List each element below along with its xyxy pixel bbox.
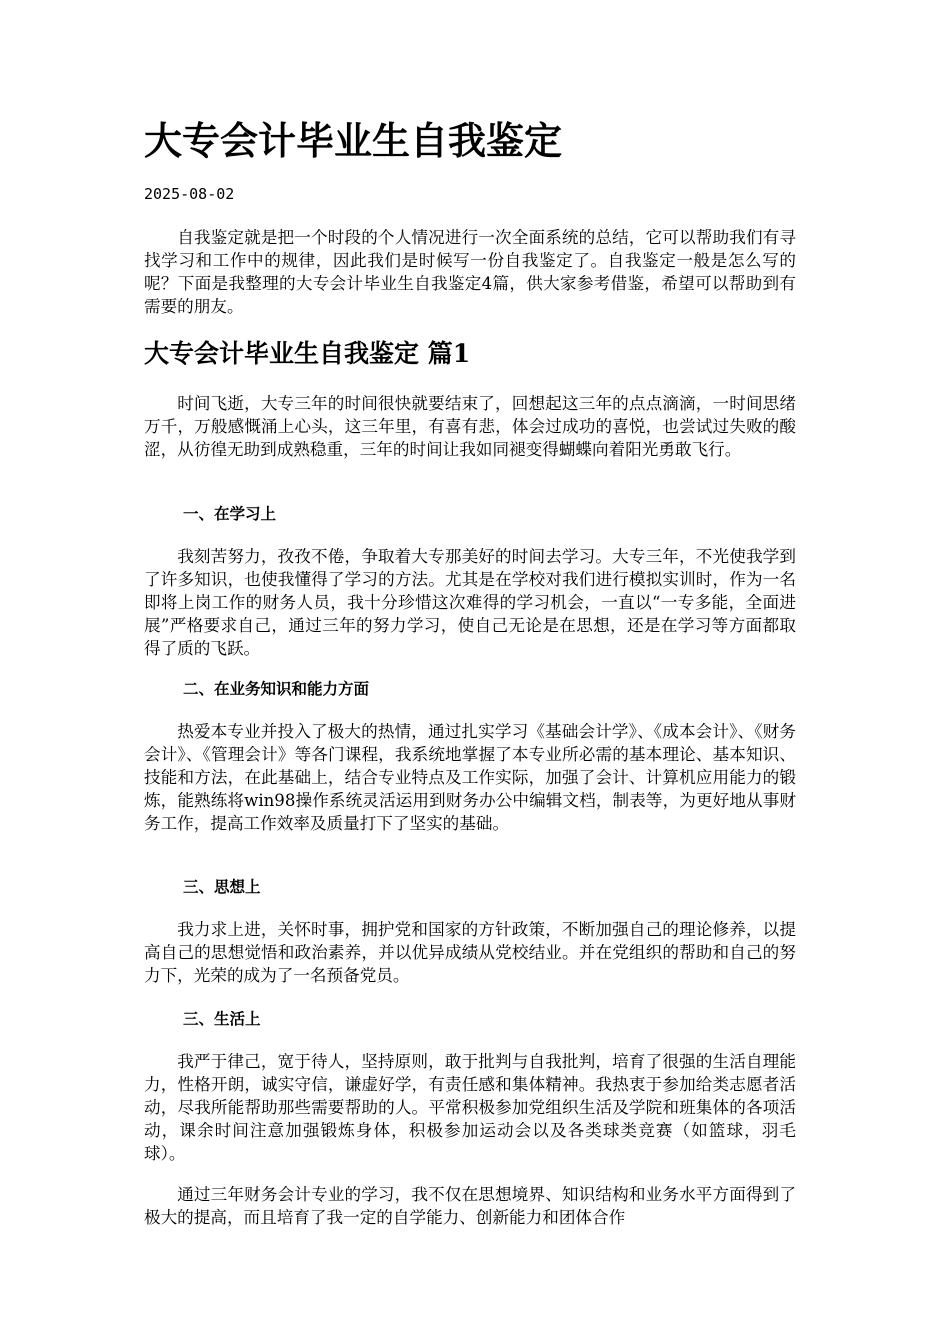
thought-heading: 三、思想上 [183,878,261,896]
thought-paragraph: 我力求上进，关怀时事，拥护党和国家的方针政策，不断加强自己的理论修养，以提高自己的思想觉悟和政治素养，并以优异成绩从党校结业。并在党组织的帮助和自己的努力下，光荣的成为了一名预备党员。 [144,920,796,985]
study-heading: 一、在学习上 [183,505,277,523]
closing-paragraph: 通过三年财务会计专业的学习，我不仅在思想境界、知识结构和业务水平方面得到了极大的提高，而且培育了我一定的自学能力、创新能力和团体合作 [144,1185,796,1227]
opening-paragraph: 时间飞逝，大专三年的时间很快就要结束了，回想起这三年的点点滴滴，一时间思绪万千，万般感慨涌上心头，这三年里，有喜有悲，体会过成功的喜悦，也尝试过失败的酸涩，从彷徨无助到成熟稳重，三年的时间让我如同褪变得蝴蝶向着阳光勇敢飞行。 [144,394,796,459]
business-heading: 二、在业务知识和能力方面 [183,680,370,698]
intro-paragraph: 自我鉴定就是把一个时段的个人情况进行一次全面系统的总结，它可以帮助我们有寻找学习和工作中的规律，因此我们是时候写一份自我鉴定了。自我鉴定一般是怎么写的呢？下面是我整理的大专会计毕业生自我鉴定4篇，供大家参考借鉴，希望可以帮助到有需要的朋友。 [144,228,796,316]
business-paragraph: 热爱本专业并投入了极大的热情，通过扎实学习《基础会计学》、《成本会计》、《财务会计》、《管理会计》等各门课程，我系统地掌握了本专业所必需的基本理论、基本知识、技能和方法，在此基础上，结合专业特点及工作实际，加强了会计、计算机应用能力的锻炼，能熟练将win98操作系统灵活运用到财务办公中编辑文档，制表等，为更好地从事财务工作，提高工作效率及质量打下了坚实的基础。 [144,722,796,833]
life-heading: 三、生活上 [183,1010,261,1028]
document-date: 2025-08-02 [144,185,235,203]
section-title: 大专会计毕业生自我鉴定 篇1 [144,339,471,368]
document-title: 大专会计毕业生自我鉴定 [144,118,563,163]
life-paragraph: 我严于律己，宽于待人，坚持原则，敢于批判与自我批判，培育了很强的生活自理能力，性格开朗，诚实守信，谦虚好学，有责任感和集体精神。我热衷于参加给类志愿者活动，尽我所能帮助那些需要帮助的人。平常积极参加党组织生活及学院和班集体的各项活动，课余时间注意加强锻炼身体，积极参加运动会以及各类球类竞赛（如篮球，羽毛球）。 [144,1052,796,1163]
study-paragraph: 我刻苦努力，孜孜不倦，争取着大专那美好的时间去学习。大专三年，不光使我学到了许多知识，也使我懂得了学习的方法。尤其是在学校对我们进行模拟实训时，作为一名即将上岗工作的财务人员，我十分珍惜这次难得的学习机会，一直以“一专多能，全面进展”严格要求自己，通过三年的努力学习，使自己无论是在思想，还是在学习等方面都取得了质的飞跃。 [144,547,796,658]
